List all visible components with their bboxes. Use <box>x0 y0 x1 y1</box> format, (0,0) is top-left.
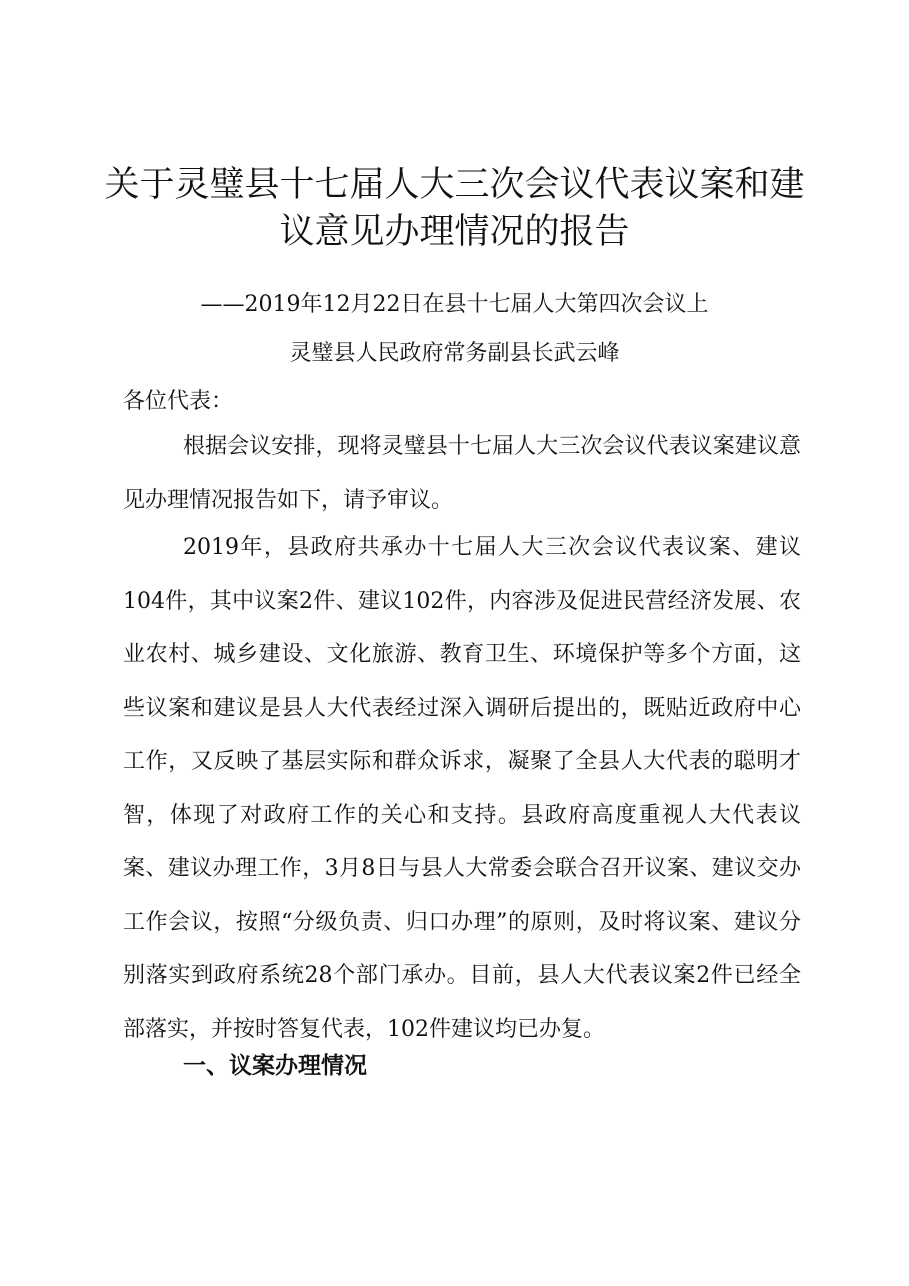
body-paragraph-2: 2019年，县政府共承办十七届人大三次会议代表议案、建议104件，其中议案2件、建议102件，内容涉及促进民营经济发展、农业农村、城乡建设、文化旅游、教育卫生、环境保护等多个方面，这些议案和建议是县人大代表经过深入调研后提出的，既贴近政府中心工作，又反映了基层实际和群众诉求，凝聚了全县人大代表的聪明才智，体现了对政府工作的关心和支持。县政府高度重视人大代表议案、建议办理工作，3月8日与县人大常委会联合召开议案、建议交办工作会议，按照“分级负责、归口办理”的原则，及时将议案、建议分别落实到政府系统28个部门承办。目前，县人大代表议案2件已经全部落实，并按时答复代表，102件建议均已办复。 <box>123 535 801 1042</box>
body-paragraph-1: 根据会议安排，现将灵璧县十七届人大三次会议代表议案建议意见办理情况报告如下，请予审议。 <box>123 434 801 513</box>
greeting: 各位代表： <box>123 389 234 414</box>
report-subtitle-speaker-line: 灵璧县人民政府常务副县长武云峰 <box>289 341 620 366</box>
section-heading: 一、议案办理情况 <box>183 1053 367 1079</box>
report-subtitle-date-line: ——2019年12月22日在县十七届人大第四次会议上 <box>200 292 709 317</box>
report-title-line-1: 关于灵璧县十七届人大三次会议代表议案和建 <box>104 165 805 205</box>
report-title-line-2: 议意见办理情况的报告 <box>279 212 630 252</box>
